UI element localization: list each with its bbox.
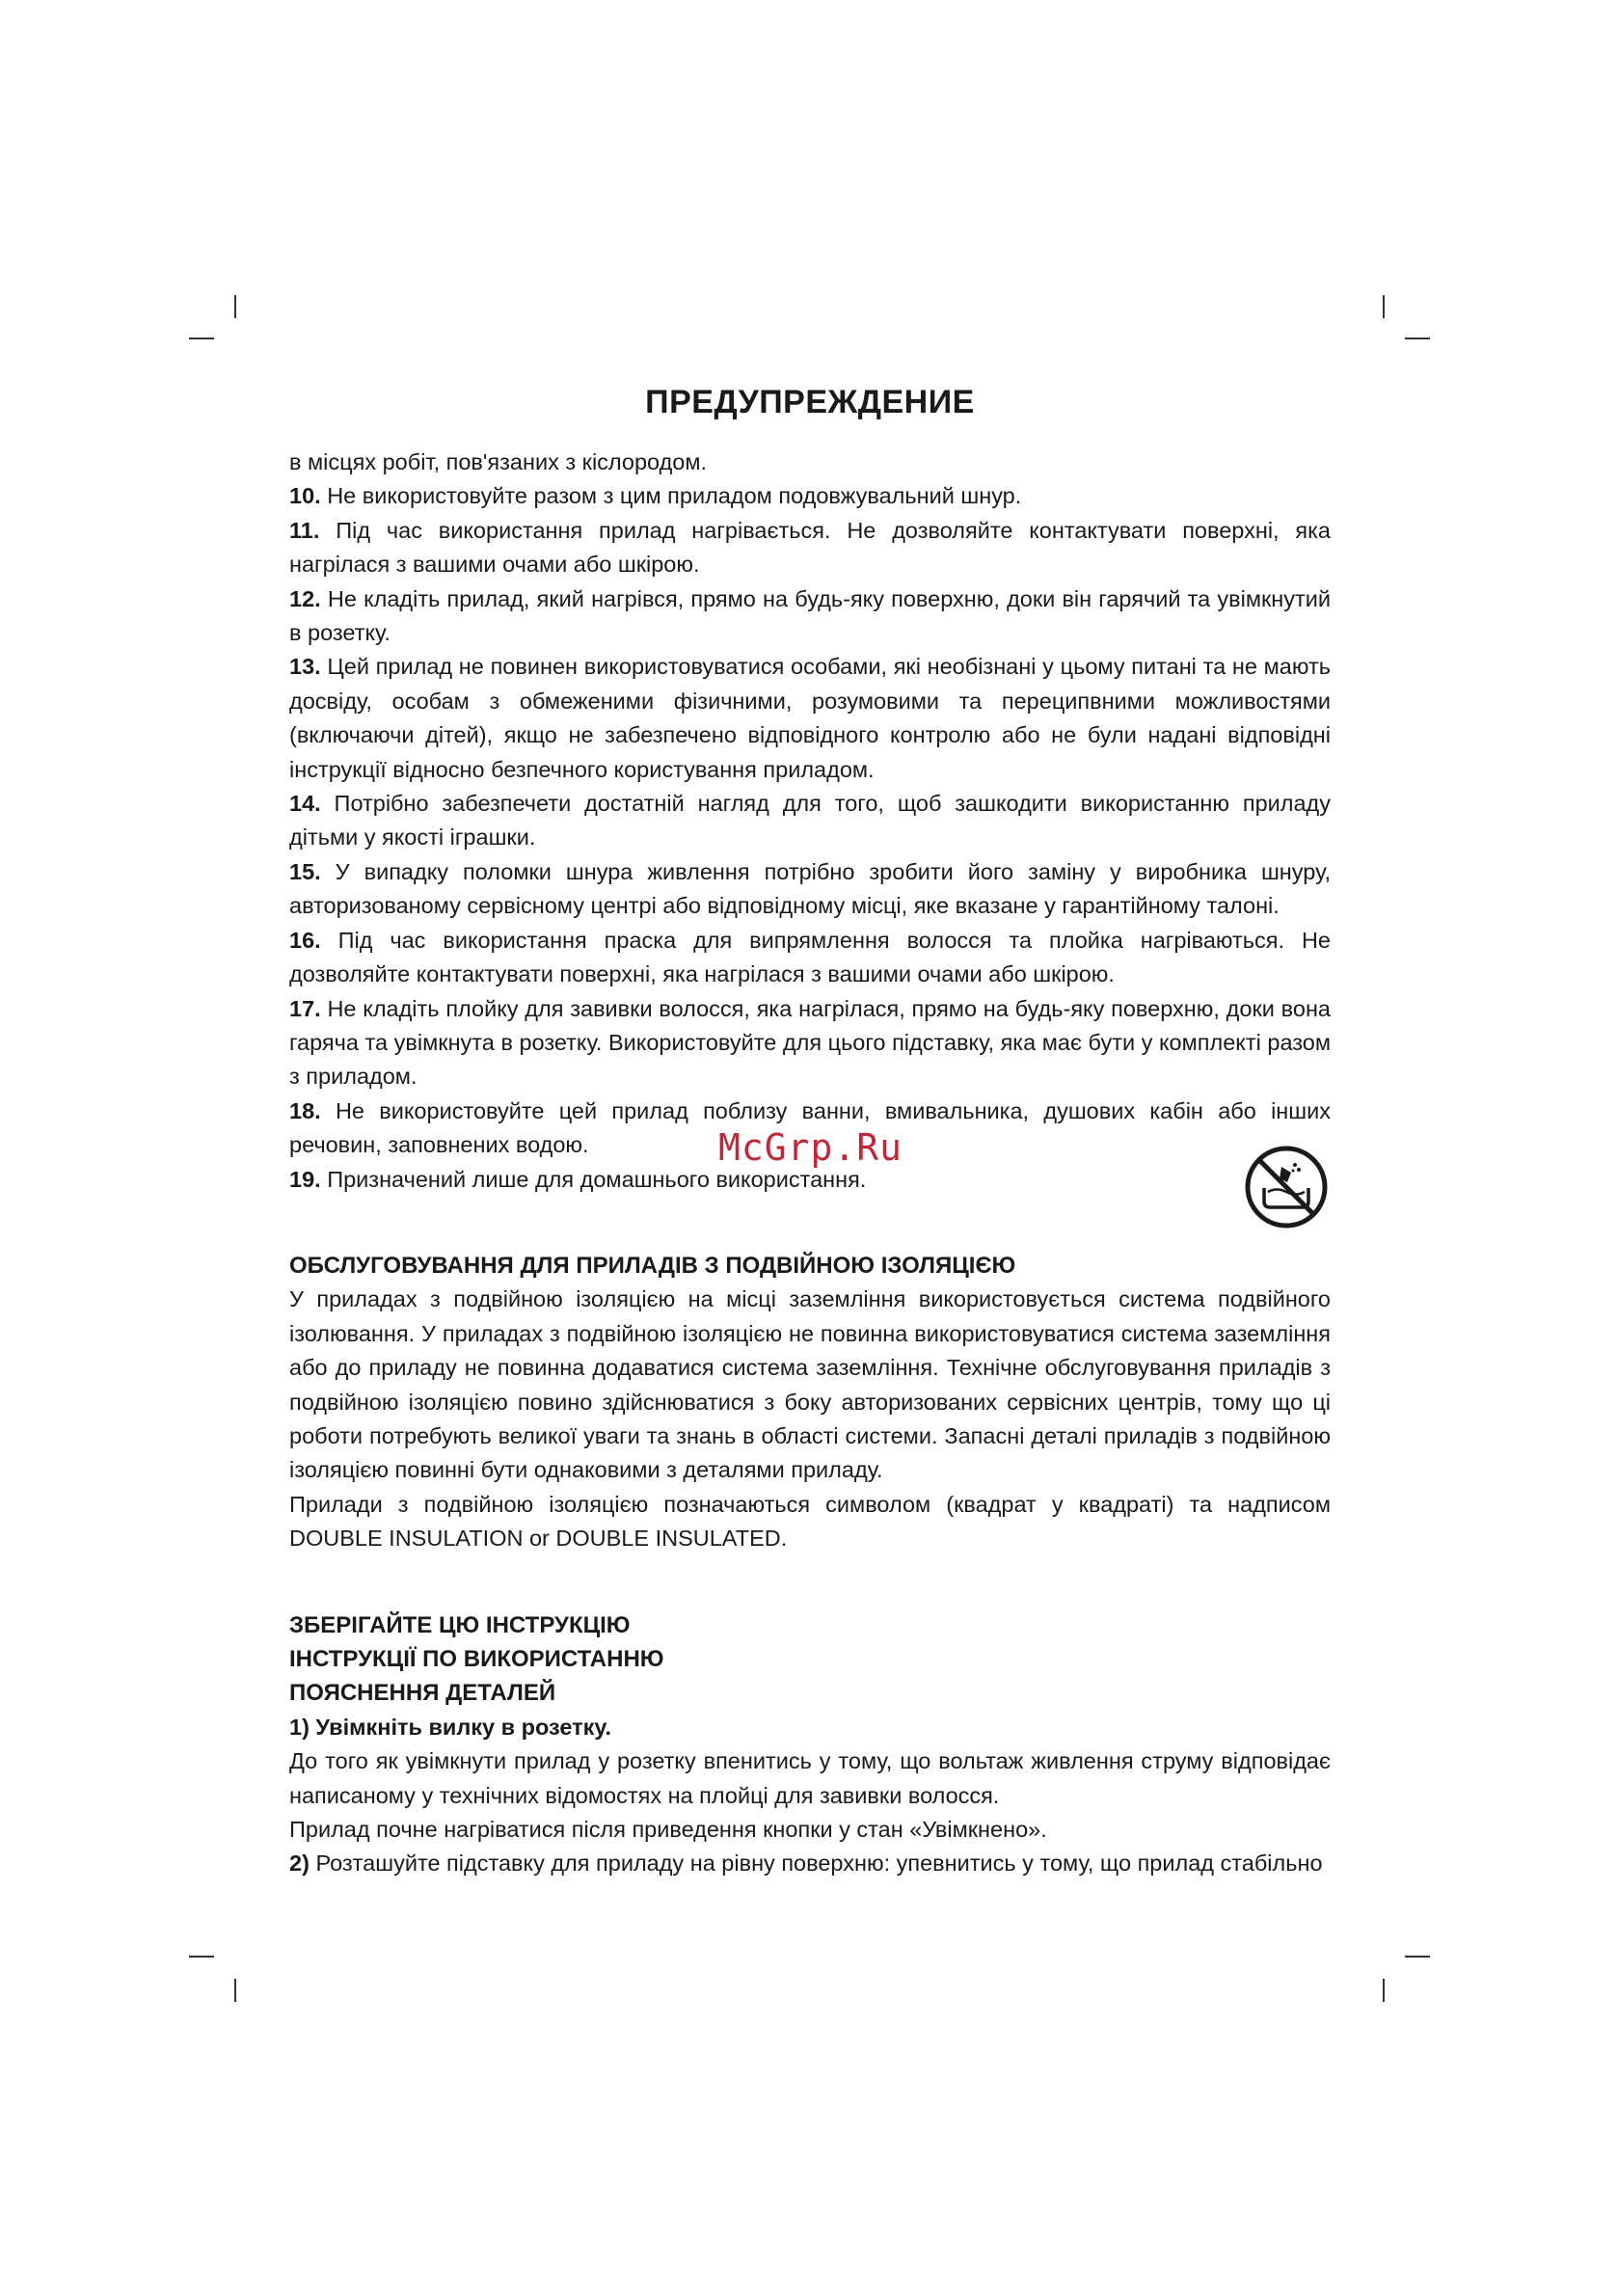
save-heading: ЗБЕРІГАЙТЕ ЦЮ ІНСТРУКЦІЮ: [289, 1611, 631, 1638]
warning-number: 10.: [289, 483, 321, 509]
spacer: [289, 1556, 1331, 1608]
page-title: ПРЕДУПРЕЖДЕНИЕ: [645, 384, 975, 420]
insulation-heading: ОБСЛУГОВУВАННЯ ДЛЯ ПРИЛАДІВ З ПОДВІЙНОЮ ІЗОЛЯЦІЄЮ: [289, 1252, 1016, 1279]
insulation-paragraph: Прилади з подвійною ізоляцією позначаються символом (квадрат у квадраті) та надписом DOUBLE INSULATION or DOUBLE INSULATED.: [289, 1491, 1331, 1552]
step-2-text: Розташуйте підставку для приладу на рівну поверхню: упевнитись у тому, що прилад стабільно: [315, 1850, 1323, 1877]
warning-text: Не кладіть плойку для завивки волосся, яка нагрілася, прямо на будь-яку поверхню, доки вона гаряча та увімкнута в розетку. Використовуйте для цього підставку, яка має бути у комплекті разом з приладом.: [289, 995, 1331, 1090]
no-water-bath-icon: [1243, 1144, 1330, 1230]
parts-heading: ПОЯСНЕННЯ ДЕТАЛЕЙ: [289, 1680, 556, 1707]
warning-text: Під час використання праска для випрямлення волосся та плойка нагріваються. Не дозволяйте контактувати поверхні, яка нагрілася з вашими очами або шкірою.: [289, 927, 1331, 987]
step-1-paragraph: До того як увімкнути прилад у розетку впенитись у тому, що вольтаж живлення струму відповідає написаному у технічних відомостях на плойці для завивки волосся.: [289, 1748, 1331, 1808]
warning-number: 14.: [289, 791, 321, 817]
warning-item: [289, 787, 1331, 855]
warning-text: Потрібно забезпечети достатній нагляд для того, щоб зашкодити використанню приладу дітьми у якості іграшки.: [289, 791, 1332, 851]
warning-item: [289, 855, 1331, 924]
insulation-paragraph: У приладах з подвійною ізоляцією на місці заземління використовується система подвійного ізолювання. У приладах з подвійною ізоляцією не повинна використовуватися система заземління або до приладу не повинна додаватися система заземління. Технічне обслуговування приладів з подвійною ізоляцією повино здійснюватися з боку авторизованих сервісних центрів, тому що ці роботи потребують великої уваги та знань в області системи. Запасні деталі приладів з подвійною ізоляцією повинні бути однаковими з деталями приладу.: [289, 1286, 1331, 1483]
warning-text: Не використовуйте разом з цим приладом подовжувальний шнур.: [327, 483, 1022, 509]
warning-item: [289, 924, 1331, 992]
crop-mark: [1405, 338, 1430, 339]
step-1-paragraph: Прилад почне нагріватися після приведення кнопки у стан «Увімкнено».: [289, 1817, 1047, 1843]
crop-mark: [234, 1979, 236, 2002]
warning-number: 12.: [289, 585, 321, 611]
crop-mark: [1383, 295, 1385, 318]
warning-number: 16.: [289, 927, 321, 953]
warning-text: Під час використання прилад нагрівається. Не дозволяйте контактувати поверхні, яка нагрілася з вашими очами або шкірою.: [289, 517, 1331, 578]
warning-number: 15.: [289, 858, 321, 884]
warning-number: 13.: [289, 654, 321, 680]
step-1-title: 1) Увімкніть вилку в розетку.: [289, 1714, 611, 1740]
warning-text: Не кладіть прилад, який нагрівся, прямо на будь-яку поверхню, доки він гарячий та увімкнутий в розетку.: [289, 585, 1332, 646]
warning-item: [289, 514, 1331, 582]
warning-item: [289, 992, 1331, 1094]
warning-number: 18.: [289, 1097, 321, 1123]
warning-number: 19.: [289, 1166, 321, 1192]
warning-text: в місцях робіт, пов'язаних з кіслородом.: [289, 449, 708, 474]
crop-mark: [189, 1956, 214, 1958]
warning-item: [289, 446, 1331, 479]
crop-mark: [1405, 1956, 1430, 1958]
crop-mark: [1383, 1979, 1385, 2002]
warning-number: 17.: [289, 995, 321, 1021]
step-2-paragraph: [289, 1847, 1331, 1880]
watermark: McGrp.Ru: [718, 1126, 903, 1169]
warning-item: [289, 582, 1331, 651]
warning-text: Призначений лише для домашнього використання.: [327, 1166, 867, 1192]
crop-mark: [189, 338, 214, 339]
instructions-heading: ІНСТРУКЦІЇ ПО ВИКОРИСТАННЮ: [289, 1646, 664, 1672]
crop-mark: [234, 295, 236, 318]
warning-text: У випадку поломки шнура живлення потрібно зробити його заміну у виробника шнуру, авторизованому сервісному центрі або відповідному місці, яке вказане у гарантійному талоні.: [289, 858, 1331, 919]
warning-text: Цей прилад не повинен використовуватися особами, які необізнані у цьому питані та не мають досвіду, особам з обмеженими фізичними, розумовими та переципвними можливостями (включаючи дітей), якщо не забезпечено відповідного контролю або не були надані відповідні інструкції відносно безпечного користування приладом.: [289, 654, 1331, 782]
step-2-number: 2): [289, 1850, 310, 1877]
warning-item: [289, 650, 1331, 787]
warning-text: Не використовуйте цей прилад поблизу ванни, вмивальника, душових кабін або інших речовин, заповнених водою.: [289, 1097, 1331, 1158]
warning-item: [289, 479, 1331, 513]
spacer: [289, 1197, 1331, 1249]
warning-number: 11.: [289, 517, 320, 543]
